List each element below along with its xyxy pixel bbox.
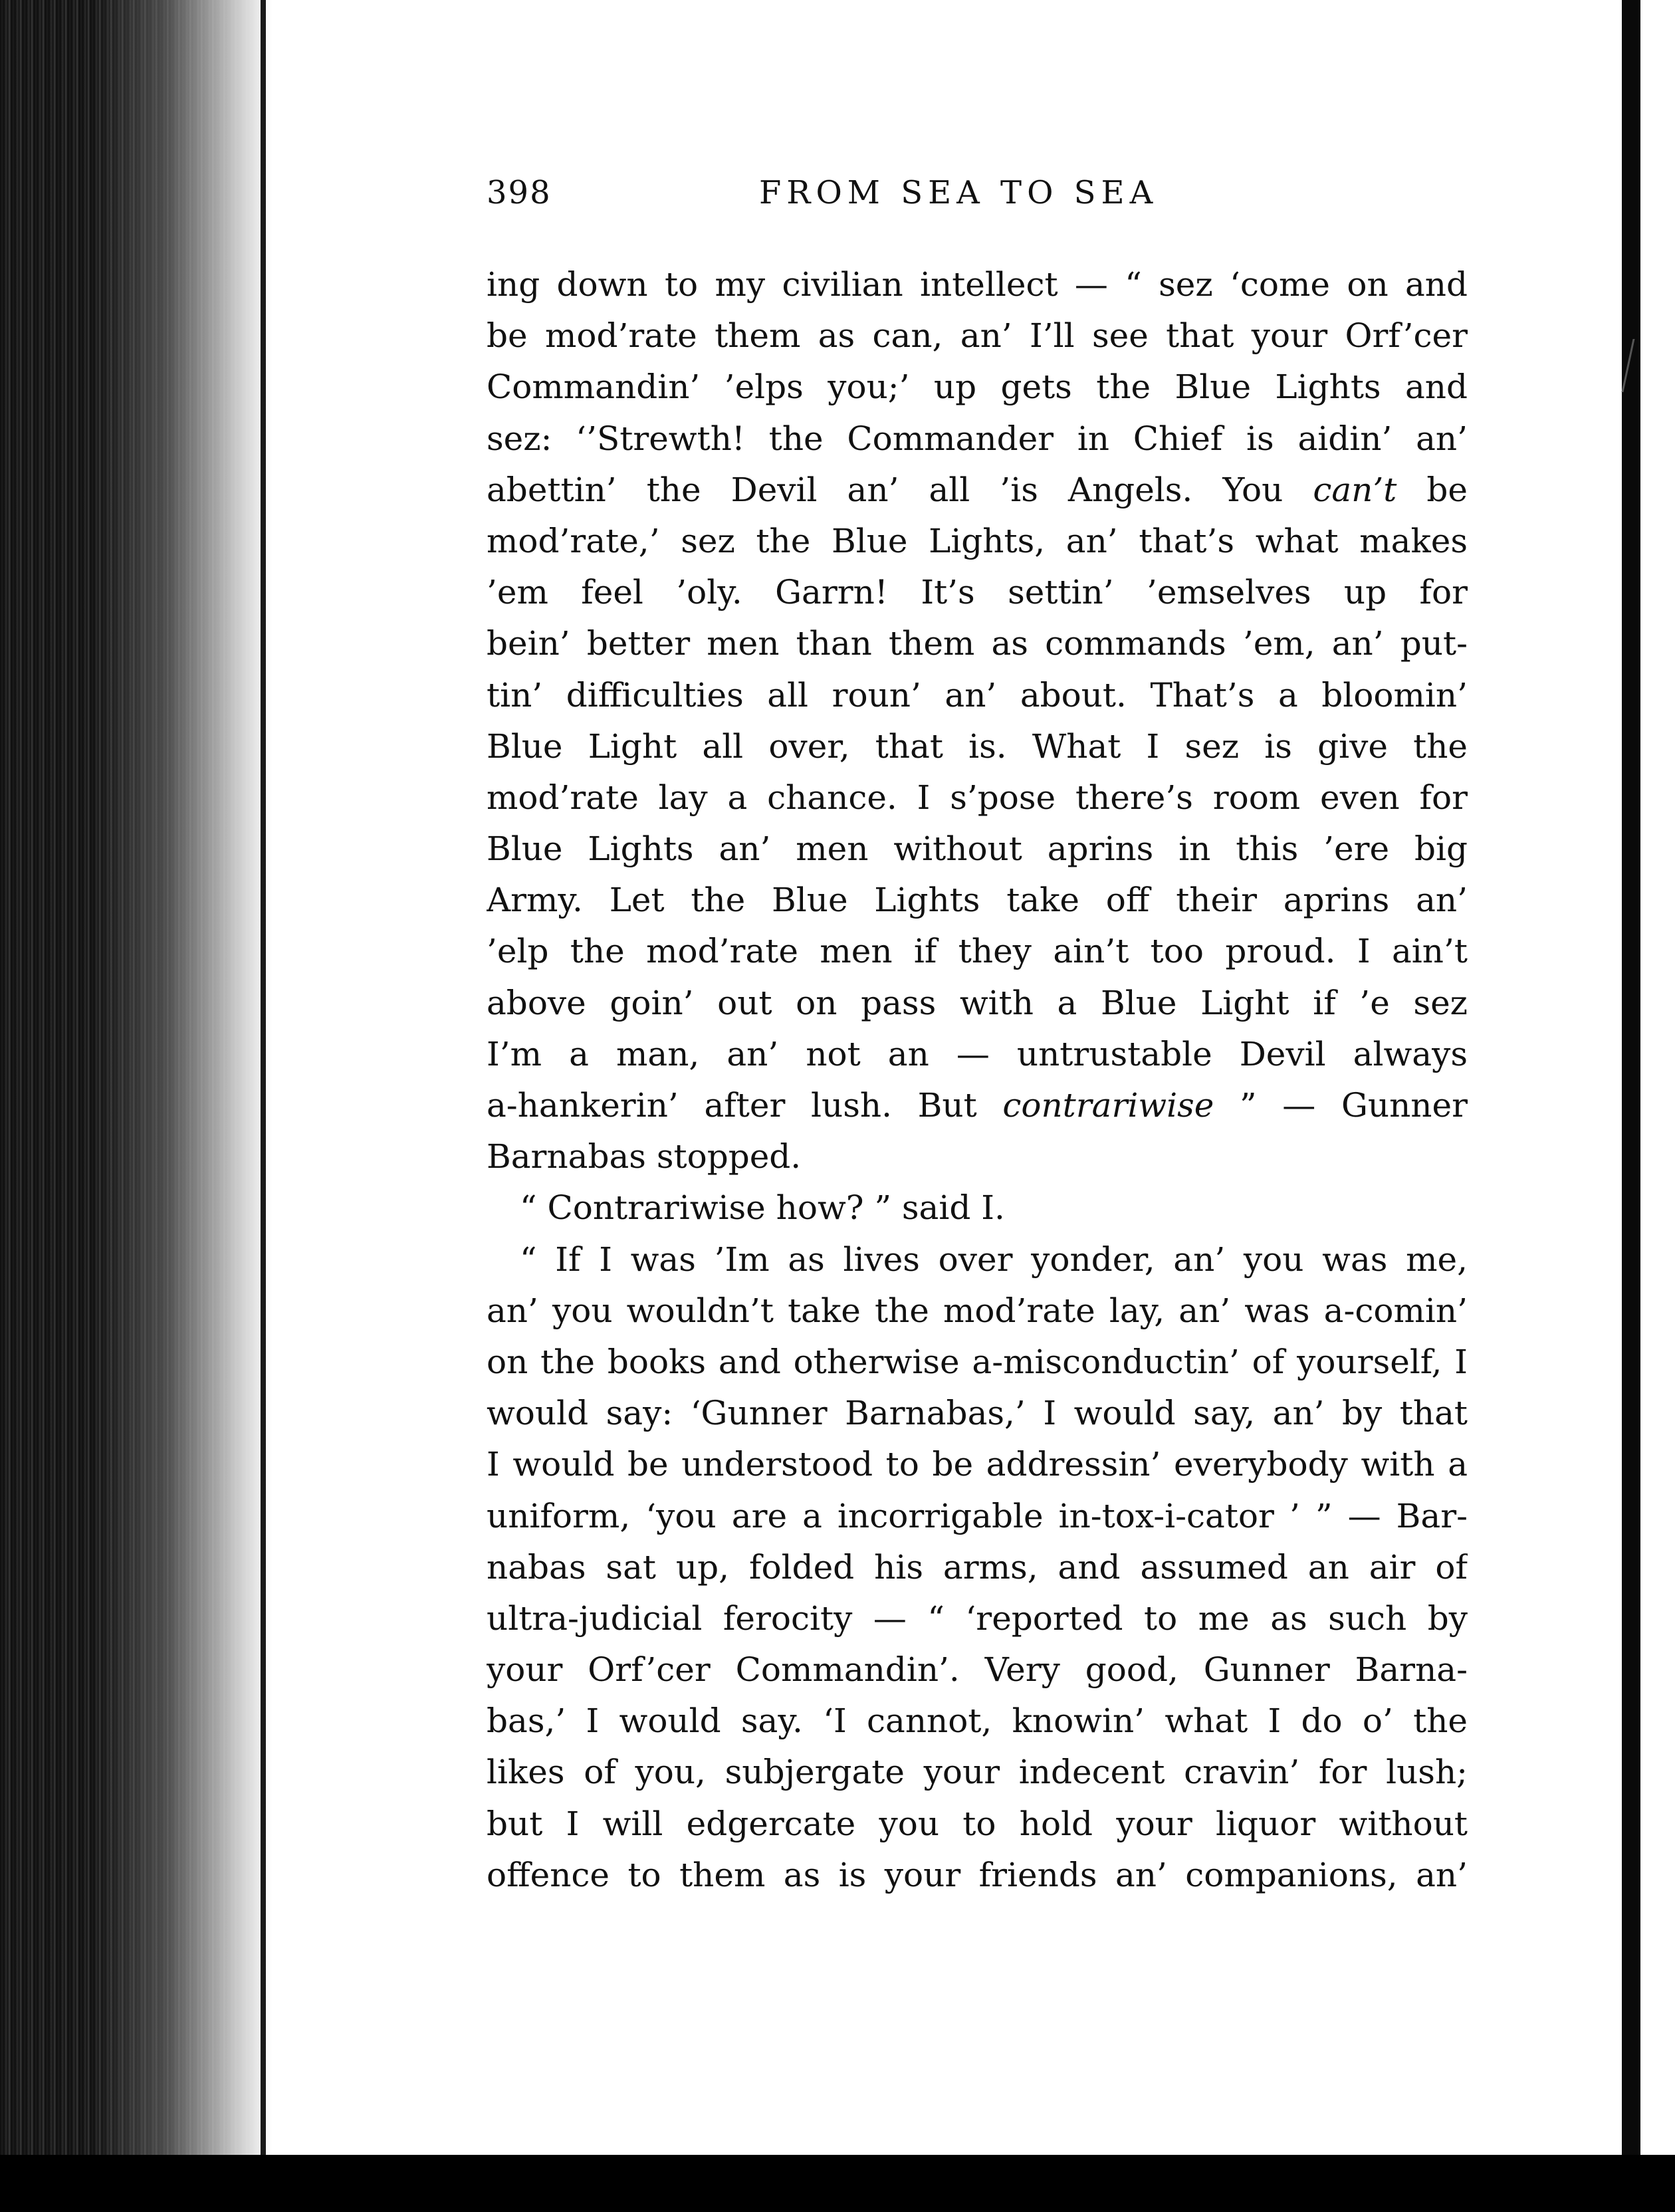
text-line: your Orf’cer Commandin’. Very good, Gunner Barna- [487,1650,1468,1690]
gutter-shadow [93,0,273,2212]
text-line: mod’rate,’ sez the Blue Lights, an’ that’s what makes [487,521,1468,560]
text-line: Blue Lights an’ men without aprins in this ’ere big [487,830,1468,869]
text-line: likes of you, subjergate your indecent cravin’ for lush; [487,1753,1468,1792]
text-line: above goin’ out on pass with a Blue Light if ’e sez [487,983,1468,1022]
page-border-left [261,0,266,2212]
page-border-right [1622,0,1640,2155]
text-line: tin’ difficulties all roun’ an’ about. That’s a bloomin’ [487,675,1468,715]
text-line: be mod’rate them as can, an’ I’ll see that your Orf’cer [487,316,1468,356]
scan-bottom-border [0,2155,1675,2212]
paragraph-start-line: “ Contrariwise how? ” said I. [520,1188,1005,1228]
text-line: offence to them as is your friends an’ companions, an’ [487,1855,1468,1894]
text-line: nabas sat up, folded his arms, and assumed an air of [487,1547,1468,1587]
text-line: mod’rate lay a chance. I s’pose there’s room even for [487,778,1468,817]
running-head [487,174,1468,221]
text-line: uniform, ‘you are a incorrigable in-tox-i-cator ’ ” — Bar- [487,1496,1468,1535]
italic-emphasis: can’t [1313,470,1397,509]
paragraph-start-line: “ If I was ’Im as lives over yonder, an’ you was me, [520,1240,1468,1279]
text-line: Commandin’ ’elps you;’ up gets the Blue Lights and [487,368,1468,407]
text-line: ’em feel ’oly. Garrn! It’s settin’ ’emselves up for [487,573,1468,612]
text-run: a-hankerin’ after lush. But [487,1086,1003,1125]
text-line: I’m a man, an’ not an — untrustable Devil always [487,1034,1468,1073]
text-line: on the books and otherwise a-misconductin’ of yourself, I [487,1342,1468,1381]
text-line: ultra-judicial ferocity — “ ‘reported to me as such by [487,1599,1468,1638]
text-line: I would be understood to be addressin’ everybody with a [487,1445,1468,1484]
text-run: abettin’ the Devil an’ all ’is Angels. You [487,470,1313,509]
text-line: Blue Light all over, that is. What I sez is give the [487,726,1468,766]
text-run: ” — Gunner [1214,1086,1468,1125]
text-line: Army. Let the Blue Lights take off their aprins an’ [487,881,1468,920]
text-line [487,1080,1468,1131]
italic-emphasis: contrariwise [1002,1086,1214,1125]
text-line: sez: ‘’Strewth! the Commander in Chief is aidin’ an’ [487,419,1468,458]
text-line: Barnabas stopped. [487,1137,802,1176]
running-title: FROM SEA TO SEA [759,174,1159,211]
text-line: bas,’ I would say. ‘I cannot, knowin’ what I do o’ the [487,1702,1468,1741]
text-line: would say: ‘Gunner Barnabas,’ I would say, an’ by that [487,1394,1468,1433]
text-line [487,465,1468,516]
text-line: bein’ better men than them as commands ’em, an’ put- [487,624,1468,663]
next-page-margin [1640,0,1675,2155]
text-run: be [1396,470,1468,509]
text-line: ing down to my civilian intellect — “ sez ‘come on and [487,265,1468,304]
text-line: ’elp the mod’rate men if they ain’t too proud. I ain’t [487,932,1468,971]
text-line: an’ you wouldn’t take the mod’rate lay, an’ was a-comin’ [487,1291,1468,1330]
text-line: but I will edgercate you to hold your liquor without [487,1804,1468,1843]
body-text [487,259,1468,1901]
page-number: 398 [487,174,552,211]
